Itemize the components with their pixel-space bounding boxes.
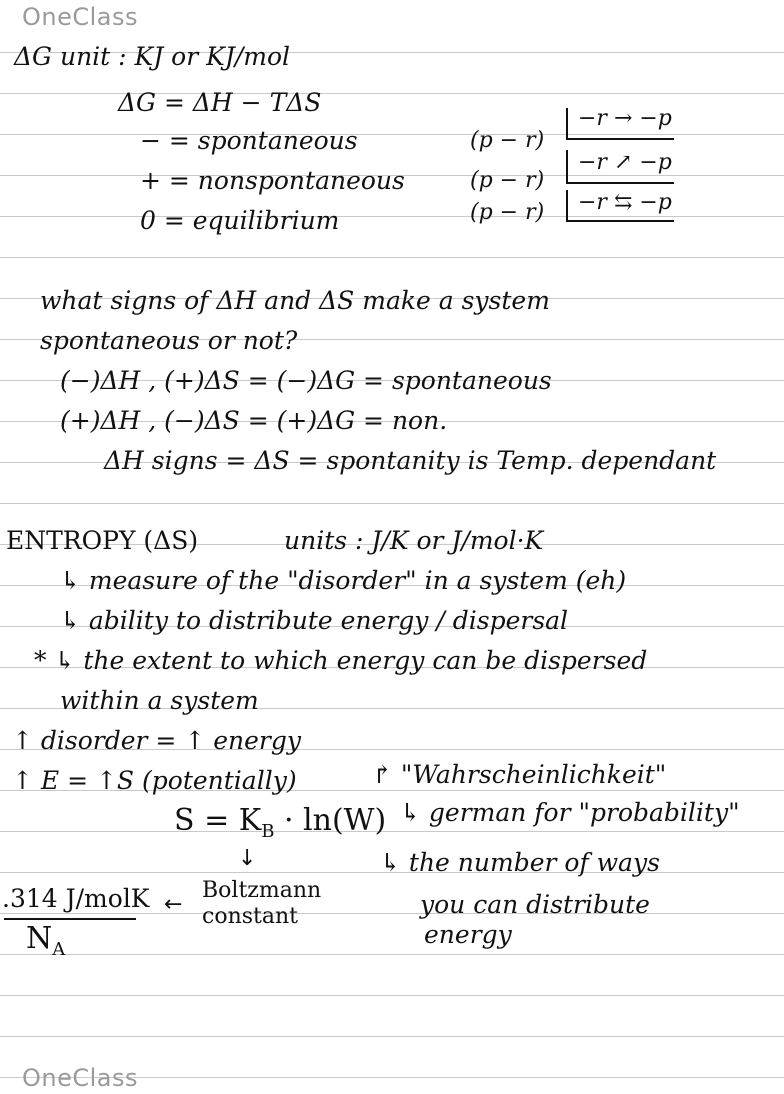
energy-entropy: ↑ E = ↑S (potentially) [12,766,297,795]
ways-line-1: ↳ the number of ways [380,848,660,877]
fraction-denominator [26,921,66,960]
entropy-def-3: * ↳ the extent to which energy can be dispersed [34,646,648,675]
sign-zero-diagram: −r ⇆ −p [578,190,672,215]
equation-ln-w: · ln(W) [283,803,387,838]
boltzmann-label: Boltzmann [202,878,322,903]
wahrscheinlichkeit: ↱ "Wahrscheinlichkeit" [372,760,667,789]
entropy-def-1: ↳ measure of the "disorder" in a system (eh) [60,566,627,595]
boltzmann-equation [174,803,387,842]
fraction-bar [4,918,136,920]
ways-line-3: energy [424,920,512,949]
sign-minus-rp: (p − r) [470,128,545,153]
sign-minus: − = spontaneous [140,126,358,155]
fraction-numerator: .314 J/molK [2,884,150,913]
sign-minus-diagram: −r → −p [578,106,672,131]
sign-zero-rp: (p − r) [470,200,545,225]
equation-k-subscript: B [261,821,275,842]
german-for-probability: ↳ german for "probability" [400,798,740,827]
question-line-1: what signs of ΔH and ΔS make a system [40,286,550,315]
case-3: ΔH signs = ΔS = spontanity is Temp. dependant [104,446,717,475]
case-2: (+)ΔH , (−)ΔS = (+)ΔG = non. [60,406,448,435]
left-arrow-icon: ← [164,892,183,917]
question-line-2: spontaneous or not? [40,326,298,355]
sign-plus: + = nonspontaneous [140,166,405,195]
sign-plus-rp: (p − r) [470,168,545,193]
sign-zero: 0 = equilibrium [140,206,340,235]
logo-text: OneClass [22,3,139,31]
denominator-n: N [26,921,53,956]
oneclass-logo-bottom [22,1064,138,1092]
ways-line-2: you can distribute [420,890,650,919]
entropy-units: units : J/K or J/mol·K [284,526,544,555]
disorder-energy: ↑ disorder = ↑ energy [12,726,301,755]
entropy-title: ENTROPY (ΔS) [6,526,199,555]
oneclass-logo-top [22,3,138,31]
entropy-def-2: ↳ ability to distribute energy / dispersal [60,606,569,635]
equation-s-k: S = K [174,803,262,838]
case-1: (−)ΔH , (+)ΔS = (−)ΔG = spontaneous [60,366,552,395]
gibbs-equation: ΔG = ΔH − TΔS [118,88,322,117]
logo-text-bottom: OneClass [22,1064,139,1092]
sign-plus-diagram: −r ↗ −p [578,150,672,175]
dg-unit-line: ΔG unit : KJ or KJ/mol [14,42,291,71]
down-arrow-icon: ↓ [238,846,257,871]
denominator-subscript: A [52,939,66,960]
entropy-def-3b: within a system [60,686,259,715]
constant-label: constant [202,904,298,929]
